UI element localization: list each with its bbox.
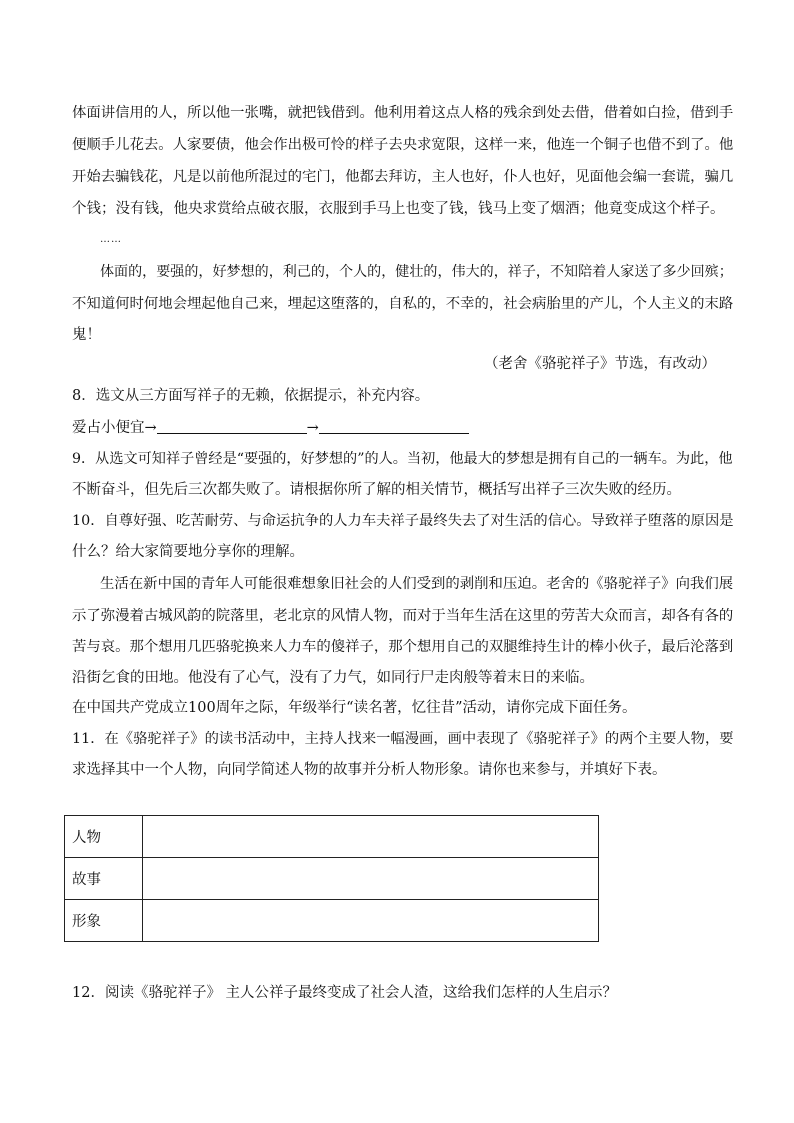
table-cell-image-answer[interactable]	[143, 900, 599, 942]
q8-lead-text: 爱占小便宜→	[72, 420, 157, 436]
intro-line: 示了弥漫着古城风韵的院落里，老北京的风情人物，而对于当年生活在这里的劳苦大众而言，却各有各的	[72, 608, 734, 624]
passage-line: 体面讲信用的人，所以他一张嘴，就把钱借到。他利用着这点人格的残余到处去借，借着如白捡，借到手	[72, 105, 734, 121]
table-cell-character-answer[interactable]	[143, 816, 599, 858]
table-label-character: 人物	[65, 816, 143, 858]
closing-line: 不知道何时何地会埋起他自己来，埋起这堕落的，自私的，不幸的，社会病胎里的产儿，个人主义的末路	[72, 296, 734, 312]
intro-line: 沿街乞食的田地。他没有了心气，没有了力气，如同行尸走肉般等着末日的来临。	[72, 670, 594, 686]
table-label-image: 形象	[65, 900, 143, 942]
q8-arrow: →	[306, 420, 319, 436]
question-8-prompt: 8．选文从三方面写祥子的无赖，依据提示，补充内容。	[72, 388, 430, 404]
q8-blank-2[interactable]	[319, 418, 469, 434]
table-cell-story-answer[interactable]	[143, 858, 599, 900]
question-11-line: 求选择其中一个人物，向同学简述人物的故事并分析人物形象。请你也来参与，并填好下表。	[72, 762, 667, 778]
table-label-story: 故事	[65, 858, 143, 900]
intro-line: 生活在新中国的青年人可能很难想象旧社会的人们受到的剥削和压迫。老舍的《骆驼祥子》向我们展	[100, 576, 734, 592]
passage-ellipsis: ……	[100, 234, 122, 245]
question-10-line: 什么？给大家简要地分享你的理解。	[72, 544, 304, 560]
intro-line: 苦与哀。那个想用几匹骆驼换来人力车的傻祥子，那个想用自己的双腿维持生计的棒小伙子，最后沦落到	[72, 639, 734, 655]
passage-line: 便顺手儿花去。人家要债，他会作出极可怜的样子去央求宽限，这样一来，他连一个铜子也借不到了。他	[72, 137, 734, 153]
passage-line: 开始去骗钱花，凡是以前他所混过的宅门，他都去拜访，主人也好，仆人也好，见面他会编一套谎，骗几	[72, 169, 734, 185]
closing-line: 体面的，要强的，好梦想的，利己的，个人的，健壮的，伟大的，祥子，不知陪着人家送了多少回殡；	[100, 264, 733, 280]
question-12-prompt: 12．阅读《骆驼祥子》 主人公祥子最终变成了社会人渣，这给我们怎样的人生启示？	[72, 985, 618, 1001]
passage-source: （老舍《骆驼祥子》节选，有改动）	[484, 356, 716, 372]
table-row	[65, 858, 599, 900]
activity-line: 在中国共产党成立100周年之际，年级举行“读名著，忆往昔”活动，请你完成下面任务。	[72, 700, 637, 716]
question-10-line: 10．自尊好强、吃苦耐劳、与命运抗争的人力车夫祥子最终失去了对生活的信心。导致祥子堕落的原因是	[72, 513, 734, 529]
closing-line: 鬼！	[72, 327, 101, 343]
question-9-line: 9．从选文可知祥子曾经是“要强的，好梦想的”的人。当初，他最大的梦想是拥有自己的一辆车。为此，他	[72, 451, 733, 467]
table-row	[65, 900, 599, 942]
table-row	[65, 816, 599, 858]
question-8-answer-line	[72, 418, 469, 438]
question-11-line: 11．在《骆驼祥子》的读书活动中，主持人找来一幅漫画，画中表现了《骆驼祥子》的两个主要人物，要	[72, 731, 734, 747]
q8-blank-1[interactable]	[157, 418, 307, 434]
character-table	[64, 815, 599, 942]
question-9-line: 不断奋斗，但先后三次都失败了。请根据你所了解的相关情节，概括写出祥子三次失败的经历。	[72, 482, 681, 498]
passage-line: 个钱；没有钱，他央求赏给点破衣服，衣服到手马上也变了钱，钱马上变了烟酒；他竟变成这个样子。	[72, 201, 725, 217]
